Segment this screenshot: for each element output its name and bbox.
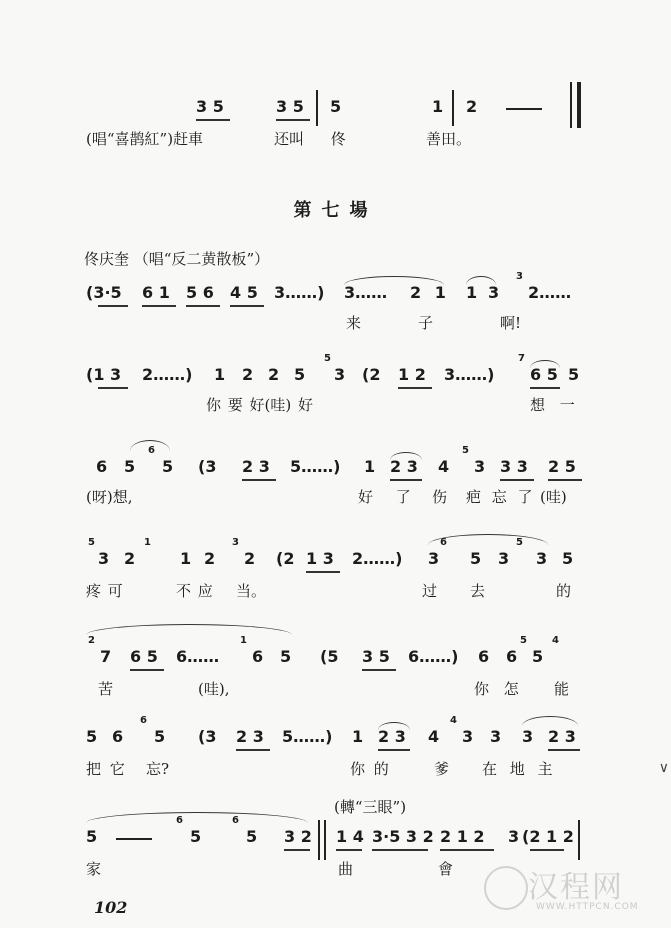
note: 5 bbox=[470, 549, 482, 568]
note: 4 bbox=[428, 727, 440, 746]
grace-note: 3 bbox=[232, 537, 239, 548]
note: 3 bbox=[536, 549, 548, 568]
note: (3 bbox=[198, 727, 217, 746]
note: 1 bbox=[432, 97, 444, 116]
note: 3 5 bbox=[276, 97, 304, 116]
note: 6 bbox=[252, 647, 264, 666]
page-number: 102 bbox=[94, 898, 128, 917]
watermark-logo-icon bbox=[484, 866, 528, 910]
note: (2 bbox=[276, 549, 295, 568]
underline bbox=[236, 749, 270, 751]
note: 3 bbox=[474, 457, 486, 476]
note: (3 bbox=[198, 457, 217, 476]
note: 3 5 bbox=[196, 97, 224, 116]
note: 3 bbox=[462, 727, 474, 746]
system-1 bbox=[0, 96, 671, 156]
note: 2 1 bbox=[410, 283, 446, 302]
grace-note: 1 bbox=[240, 635, 247, 646]
lyric: 苦 bbox=[98, 680, 114, 698]
underline bbox=[500, 479, 534, 481]
barline bbox=[578, 820, 580, 860]
lyric: 在 地 主 bbox=[482, 760, 553, 778]
lyric: 你 的 bbox=[350, 760, 389, 778]
lyric: 善田。 bbox=[426, 130, 472, 148]
note: 5 bbox=[154, 727, 166, 746]
watermark-text: 汉程网 bbox=[528, 870, 624, 905]
underline bbox=[130, 669, 164, 671]
note: 5 6 bbox=[186, 283, 214, 302]
note: 2 bbox=[124, 549, 136, 568]
system-5 bbox=[0, 537, 671, 608]
grace-note: 5 bbox=[88, 537, 95, 548]
note: 6……) bbox=[408, 647, 459, 666]
underline bbox=[398, 387, 432, 389]
note: 6 bbox=[112, 727, 124, 746]
underline bbox=[440, 849, 494, 851]
underline bbox=[548, 749, 580, 751]
grace-note: 6 bbox=[232, 815, 239, 826]
note: 3…… bbox=[344, 283, 388, 302]
lyric: (唱“喜鹊紅”)赶車 bbox=[86, 130, 204, 148]
underline bbox=[530, 849, 564, 851]
note: 2 3 bbox=[548, 727, 576, 746]
grace-note: 4 bbox=[552, 635, 559, 646]
note: 2 bbox=[466, 97, 478, 116]
note: 2 bbox=[268, 365, 280, 384]
scene-title: 第七場 bbox=[293, 200, 378, 221]
note: 1 2 bbox=[398, 365, 426, 384]
grace-note: 6 bbox=[148, 445, 155, 456]
lyric: 想 一 bbox=[530, 396, 575, 414]
note: 5 bbox=[280, 647, 292, 666]
note: 5 bbox=[532, 647, 544, 666]
note: 3……) bbox=[274, 283, 325, 302]
lyric: 子 bbox=[418, 314, 434, 332]
note: 4 5 bbox=[230, 283, 258, 302]
lyric: 家 bbox=[86, 860, 102, 878]
underline bbox=[98, 305, 128, 307]
note: 3 bbox=[334, 365, 346, 384]
note: (5 bbox=[320, 647, 339, 666]
lyric: (呀)想, bbox=[86, 488, 133, 506]
note: 3 3 bbox=[500, 457, 528, 476]
note: 2 3 bbox=[242, 457, 270, 476]
note: 5 bbox=[86, 827, 98, 846]
lyric: (哇) bbox=[540, 488, 567, 506]
underline bbox=[242, 479, 276, 481]
underline bbox=[306, 571, 340, 573]
lyric: 曲 bbox=[338, 860, 354, 878]
grace-note: 4 bbox=[450, 715, 457, 726]
lyric: 啊! bbox=[500, 314, 522, 332]
note: 2 bbox=[244, 549, 256, 568]
note: 5 bbox=[562, 549, 574, 568]
final-barline-thick bbox=[577, 82, 581, 128]
underline bbox=[186, 305, 220, 307]
grace-note: 7 bbox=[518, 353, 525, 364]
lyric: 疼 可 bbox=[86, 582, 123, 600]
system-2 bbox=[0, 271, 671, 342]
note: 6 5 bbox=[530, 365, 558, 384]
note: 1 bbox=[352, 727, 364, 746]
underline bbox=[98, 387, 128, 389]
note: 2 1 2 bbox=[440, 827, 485, 846]
underline bbox=[230, 305, 264, 307]
note: 2…… bbox=[528, 283, 572, 302]
grace-note: 2 bbox=[88, 635, 95, 646]
lyric: 过 bbox=[422, 582, 438, 600]
note: 3 bbox=[488, 283, 500, 302]
barline bbox=[324, 820, 326, 860]
note: 1 bbox=[364, 457, 376, 476]
note: 5 bbox=[86, 727, 98, 746]
underline bbox=[548, 479, 582, 481]
final-barline-thin bbox=[570, 82, 572, 128]
underline bbox=[362, 669, 396, 671]
note: 6 bbox=[96, 457, 108, 476]
grace-note: 1 bbox=[144, 537, 151, 548]
note: 5……) bbox=[282, 727, 333, 746]
note: 1 bbox=[214, 365, 226, 384]
lyric: 你 怎 bbox=[474, 680, 519, 698]
note: 3……) bbox=[444, 365, 495, 384]
note: 3 5 bbox=[362, 647, 390, 666]
note: 6 bbox=[506, 647, 518, 666]
lyric: 伤 bbox=[432, 488, 448, 506]
note: 5 bbox=[294, 365, 306, 384]
lyric: (哇), bbox=[198, 680, 230, 698]
underline bbox=[378, 749, 410, 751]
note: 5 bbox=[568, 365, 580, 384]
lyric: 好 了 bbox=[358, 488, 411, 506]
note: 5 bbox=[124, 457, 136, 476]
note: (3·5 bbox=[86, 283, 122, 302]
note: 1 bbox=[180, 549, 192, 568]
system-3 bbox=[0, 353, 671, 424]
system-4 bbox=[0, 445, 671, 516]
role-header: 佟庆奎 （唱“反二黄散板”） bbox=[84, 250, 270, 268]
note: (1 3 bbox=[86, 365, 122, 384]
lyric: 去 bbox=[470, 582, 486, 600]
lyric: 来 bbox=[346, 314, 362, 332]
note: 6 5 bbox=[130, 647, 158, 666]
underline bbox=[284, 849, 310, 851]
underline bbox=[372, 849, 428, 851]
note: 2 3 bbox=[390, 457, 418, 476]
note: 5 bbox=[246, 827, 258, 846]
grace-note: 5 bbox=[516, 537, 523, 548]
note: 6 1 bbox=[142, 283, 170, 302]
grace-note: 3 bbox=[516, 271, 523, 282]
grace-note: 6 bbox=[440, 537, 447, 548]
slur bbox=[86, 812, 308, 823]
watermark-url: WWW.HTTPCN.COM bbox=[536, 902, 639, 912]
slur bbox=[86, 624, 292, 635]
lyric: 忘? bbox=[146, 760, 170, 778]
note: 2 3 bbox=[236, 727, 264, 746]
lyric: 的 bbox=[556, 582, 572, 600]
note: 3 bbox=[498, 549, 510, 568]
note: 5……) bbox=[290, 457, 341, 476]
underline bbox=[530, 387, 560, 389]
edge-mark: ∨ bbox=[658, 760, 669, 776]
watermark bbox=[476, 862, 661, 922]
lyric: 疤 忘 了 bbox=[466, 488, 533, 506]
lyric: 把 它 bbox=[86, 760, 125, 778]
system-6 bbox=[0, 635, 671, 706]
barline bbox=[452, 90, 454, 126]
note: 1 4 bbox=[336, 827, 364, 846]
lyric: 不 应 bbox=[176, 582, 213, 600]
tempo-change: (轉“三眼”) bbox=[334, 798, 407, 816]
lyric: 还叫 佟 bbox=[274, 130, 346, 148]
grace-note: 5 bbox=[324, 353, 331, 364]
grace-note: 5 bbox=[520, 635, 527, 646]
note: 3 bbox=[428, 549, 440, 568]
note: 3 bbox=[522, 727, 534, 746]
note: 5 bbox=[330, 97, 342, 116]
grace-note: 5 bbox=[462, 445, 469, 456]
note: 6…… bbox=[176, 647, 220, 666]
note: (2 bbox=[362, 365, 381, 384]
note: 1 bbox=[466, 283, 478, 302]
note: 6 bbox=[478, 647, 490, 666]
note: 2……) bbox=[352, 549, 403, 568]
note: 2……) bbox=[142, 365, 193, 384]
note: 3 2 bbox=[284, 827, 312, 846]
note: 3 bbox=[490, 727, 502, 746]
grace-note: 6 bbox=[140, 715, 147, 726]
sustain-dash bbox=[116, 838, 152, 840]
note: 4 bbox=[438, 457, 450, 476]
barline bbox=[318, 820, 320, 860]
underline bbox=[390, 479, 422, 481]
note: 3·5 3 2 bbox=[372, 827, 434, 846]
note: 7 bbox=[100, 647, 112, 666]
underline bbox=[196, 119, 230, 121]
underline bbox=[142, 305, 176, 307]
lyric: 能 bbox=[554, 680, 570, 698]
underline bbox=[336, 849, 362, 851]
note: (2 1 2 bbox=[522, 827, 574, 846]
note: 1 3 bbox=[306, 549, 334, 568]
system-7 bbox=[0, 715, 671, 786]
note: 3 bbox=[98, 549, 110, 568]
underline bbox=[276, 119, 310, 121]
slur bbox=[522, 716, 578, 726]
note: 5 bbox=[162, 457, 174, 476]
sustain-dash bbox=[506, 108, 542, 110]
lyric: 你 要 好(哇) 好 bbox=[206, 396, 314, 414]
note: 3 bbox=[508, 827, 520, 846]
grace-note: 6 bbox=[176, 815, 183, 826]
note: 2 bbox=[242, 365, 254, 384]
note: 5 bbox=[190, 827, 202, 846]
barline bbox=[316, 90, 318, 126]
note: 2 3 bbox=[378, 727, 406, 746]
lyric: 爹 bbox=[434, 760, 450, 778]
lyric: 會 bbox=[438, 860, 454, 878]
lyric: 当。 bbox=[236, 582, 267, 600]
note: 2 bbox=[204, 549, 216, 568]
note: 2 5 bbox=[548, 457, 576, 476]
